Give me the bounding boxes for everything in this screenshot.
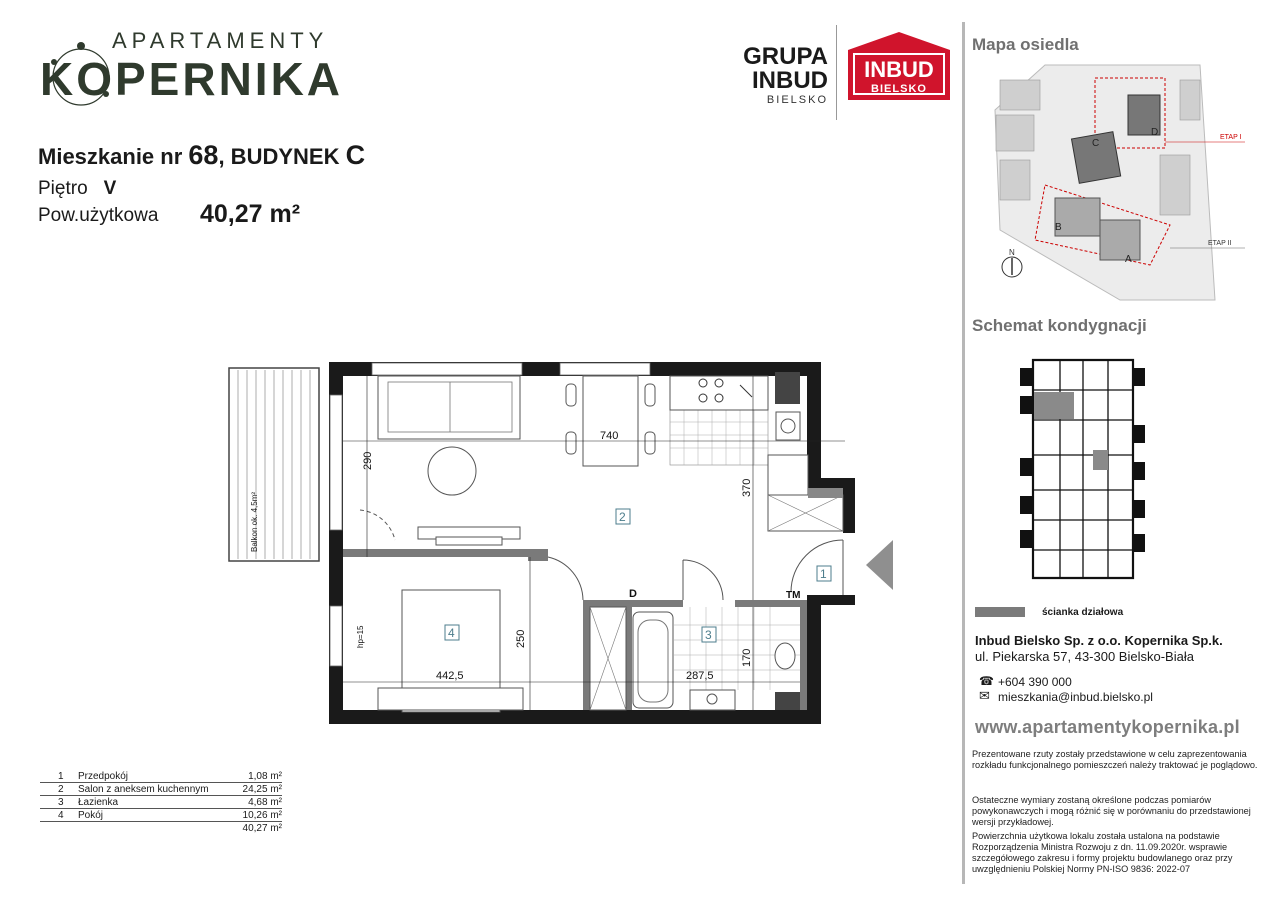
svg-text:INBUD: INBUD <box>864 57 934 82</box>
svg-text:hp=15: hp=15 <box>356 625 365 648</box>
svg-text:A: A <box>1125 254 1132 265</box>
highlighted-apartment <box>1034 392 1074 419</box>
svg-text:TM: TM <box>786 590 801 601</box>
svg-text:C: C <box>1092 138 1100 149</box>
rooms-table <box>40 770 282 834</box>
balcony <box>229 368 319 561</box>
svg-text:287,5: 287,5 <box>686 670 714 682</box>
entrance-arrow-icon <box>866 540 893 590</box>
svg-text:D: D <box>1151 127 1159 138</box>
legend-label: ścianka działowa <box>1042 607 1124 618</box>
phone-link[interactable]: +604 390 000 <box>998 675 1072 689</box>
sidebar-divider <box>962 22 965 884</box>
compass-north: N <box>1009 248 1015 257</box>
floor-info: Piętro V <box>38 178 117 199</box>
partner-logo-sub: BIELSKO <box>766 94 828 106</box>
area-value: 40,27 m² <box>200 200 301 228</box>
svg-text:D: D <box>629 588 637 600</box>
site-map <box>985 60 1250 305</box>
svg-text:370: 370 <box>741 478 753 497</box>
disclaimer-1: Prezentowane rzuty zostały przedstawione w celu zaprezentowania rozkładu funkcjonalnego pomieszczeń należy traktować je poglądowo. <box>972 749 1258 770</box>
table-total-row: 40,27 m² <box>242 822 282 834</box>
area-label: Pow.użytkowa <box>38 205 159 226</box>
room-tag-3: 3 <box>705 628 712 642</box>
svg-text:BIELSKO: BIELSKO <box>871 83 927 95</box>
svg-text:290: 290 <box>362 451 374 470</box>
svg-text:B: B <box>1055 222 1062 233</box>
floor-plan <box>222 360 902 730</box>
room-tag-1: 1 <box>820 567 827 581</box>
svg-text:250: 250 <box>515 629 527 648</box>
map-heading: Mapa osiedla <box>972 35 1079 54</box>
logo-kopernika: KOPERNIKA <box>40 53 344 105</box>
room-tag-4: 4 <box>448 626 455 640</box>
email-link[interactable]: mieszkania@inbud.bielsko.pl <box>998 690 1153 704</box>
etap2-label: ETAP II <box>1208 240 1232 247</box>
scheme-heading: Schemat kondygnacji <box>972 316 1147 335</box>
apartment-title: Mieszkanie nr 68, BUDYNEK C <box>38 140 366 170</box>
table-row: 1 Przedpokój 1,08 m² <box>40 770 282 783</box>
legend-swatch <box>975 607 1025 617</box>
balcony-label: Balkon ok. 4,5m² <box>250 491 259 552</box>
inbud-badge-logo <box>846 30 952 102</box>
company-name: Inbud Bielsko Sp. z o.o. Kopernika Sp.k. <box>975 633 1223 648</box>
partner-logo-text: GRUPA INBUD <box>743 43 828 94</box>
table-row: 2 Salon z aneksem kuchennym 24,25 m² <box>40 783 282 796</box>
disclaimer-3: Powierzchnia użytkowa lokalu została ustalona na podstawie Rozporządzenia Ministra Rozwoju z dn. 11.09.2020r. wsprawie szczegółowego zakresu i formy projektu budowlanego oraz przy uwzględnieniu Polskiej Normy PN-ISO 9836: 2022-07 <box>972 831 1233 874</box>
company-address: ul. Piekarska 57, 43-300 Bielsko-Biała <box>975 649 1194 664</box>
mail-icon: ✉ <box>979 688 990 703</box>
table-row: 3 Łazienka 4,68 m² <box>40 796 282 809</box>
svg-text:740: 740 <box>600 430 619 442</box>
etap1-label: ETAP I <box>1220 134 1242 141</box>
table-row: 4 Pokój 10,26 m² <box>40 809 282 822</box>
room-tag-2: 2 <box>619 510 626 524</box>
logo-apartamenty: APARTAMENTY <box>112 28 329 53</box>
svg-text:442,5: 442,5 <box>436 670 464 682</box>
website-link[interactable]: www.apartamentykopernika.pl <box>975 717 1240 737</box>
disclaimer-2: Ostateczne wymiary zostaną określone podczas pomiarów powykonawczych i mogą różnić się w porównaniu do przedstawionej wersji przykładowej. <box>972 795 1251 827</box>
phone-icon: ☎ <box>979 674 994 688</box>
floor-scheme <box>1015 355 1150 585</box>
svg-text:170: 170 <box>741 648 753 667</box>
shaft <box>775 372 800 404</box>
logo-divider <box>836 25 837 120</box>
